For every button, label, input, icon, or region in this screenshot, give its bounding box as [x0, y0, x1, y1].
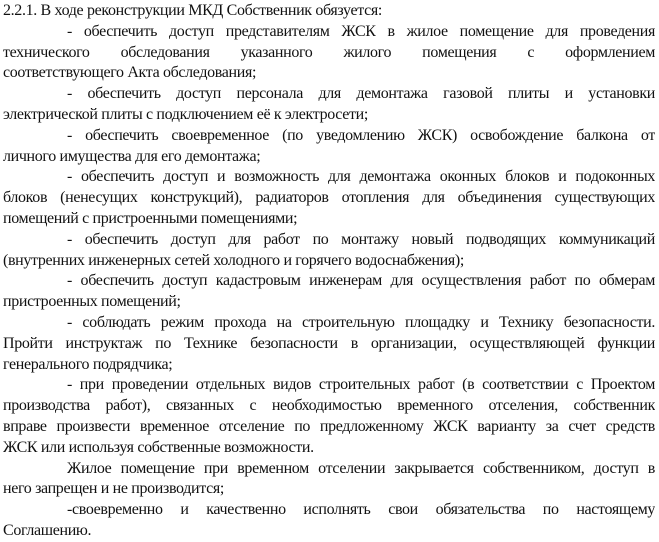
text-line: генерального подрядчика;	[3, 355, 173, 373]
text-line: - обеспечить доступ представителям ЖСК в жилое помещение для проведения	[67, 22, 655, 40]
text-line: блоков (ненесущих конструкций), радиаторов отопления для объединения существующих	[3, 189, 655, 207]
text-line: производства работ), связанных с необходимостью временного отселения, собственник	[3, 397, 655, 415]
text-line: - обеспечить доступ и возможность для демонтажа оконных блоков и подоконных	[67, 168, 655, 186]
text-line: - соблюдать режим прохода на строительную площадку и Технику безопасности.	[67, 313, 655, 331]
paragraph	[3, 375, 655, 458]
text-line: -своевременно и качественно исполнять свои обязательства по настоящему	[67, 501, 655, 519]
paragraph	[3, 126, 655, 168]
paragraph	[3, 84, 655, 126]
paragraph	[3, 22, 655, 84]
text-line: вправе произвести временное отселение по предложенному ЖСК варианту за счет средств	[3, 417, 655, 435]
text-line: - обеспечить доступ персонала для демонтажа газовой плиты и установки	[67, 85, 655, 103]
text-line: пристроенных помещений;	[3, 293, 181, 311]
text-line: - обеспечить доступ кадастровым инженерам для осуществления работ по обмерам	[67, 272, 655, 290]
text-line: электрической плиты с подключением её к электросети;	[3, 105, 368, 123]
text-line: Жилое помещение при временном отселении закрывается собственником, доступ в	[67, 459, 655, 477]
text-line: соответствующего Акта обследования;	[3, 64, 257, 82]
text-line: личного имущества для его демонтажа;	[3, 147, 261, 165]
text-line: Соглашению.	[3, 521, 92, 539]
paragraph	[3, 313, 655, 375]
text-line: ЖСК или используя собственные возможности.	[3, 438, 314, 456]
text-line: (внутренних инженерных сетей холодного и горячего водоснабжения);	[3, 251, 464, 269]
text-line: - обеспечить своевременное (по уведомлению ЖСК) освобождение балкона от	[67, 126, 655, 144]
text-line: него запрещен и не производится;	[3, 480, 224, 498]
text-line: технического обследования указанного жилого помещения с оформлением	[3, 43, 655, 61]
paragraph	[3, 459, 655, 501]
section-heading: 2.2.1. В ходе реконструкции МКД Собственник обязуется:	[3, 2, 382, 19]
paragraph	[3, 167, 655, 229]
text-line: - обеспечить доступ для работ по монтажу новый подводящих коммуникаций	[67, 230, 655, 248]
text-line: - при проведении отдельных видов строительных работ (в соответствии с Проектом	[67, 376, 655, 394]
paragraph	[3, 230, 655, 272]
text-line: Пройти инструктаж по Технике безопасности в организации, осуществляющей функции	[3, 334, 655, 352]
text-line: помещений с пристроенными помещениями;	[3, 209, 298, 227]
paragraph	[3, 500, 655, 542]
paragraph	[3, 271, 655, 313]
